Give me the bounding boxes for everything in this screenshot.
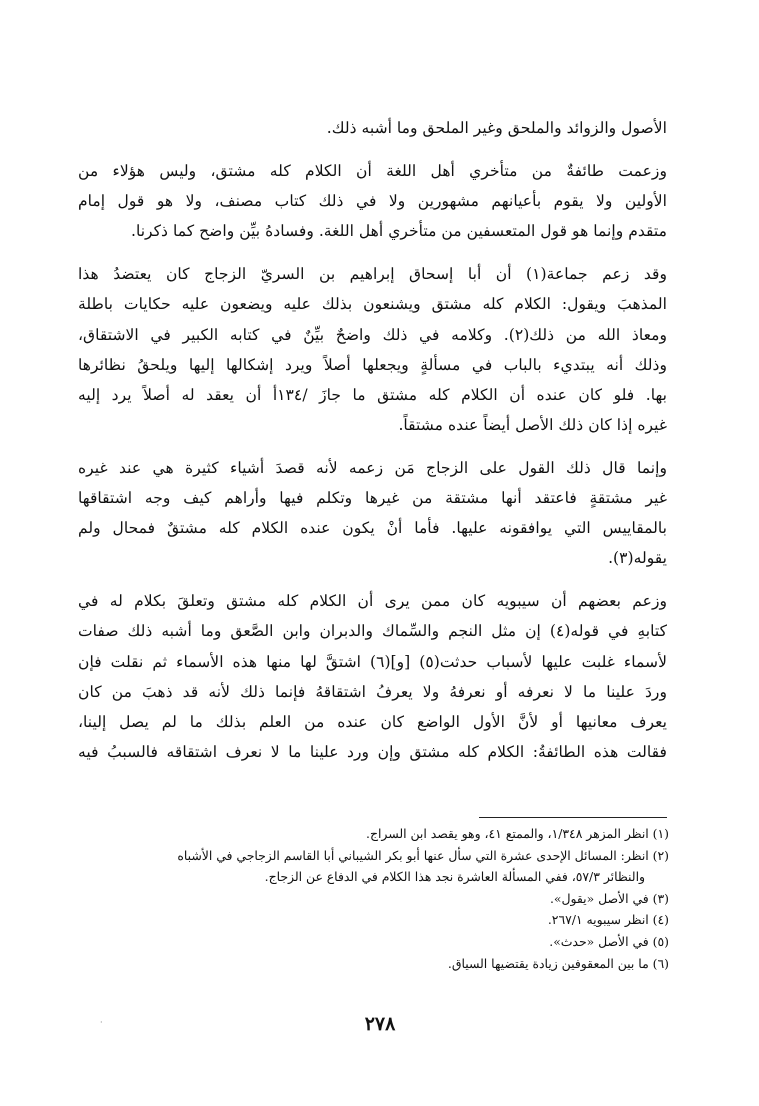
footnote: (٣) في الأصل «يقول». xyxy=(549,890,669,906)
page-number: ٢٧٨ xyxy=(364,1013,396,1035)
text-line: غير مشتقةٍ فاعتقد أنها مشتقة من غيرها وتكلم فيها وأراهم كيف وجه اشتقاقها xyxy=(78,489,667,508)
paragraph-gap xyxy=(78,573,667,586)
scan-speck: · xyxy=(100,1018,103,1027)
text-line: بالمقاييس التي يوافقونه عليها. فأما أنْ يكون عنده الكلام كله مشتقٌ فمحال ولم xyxy=(78,519,667,538)
footnote: (١) انظر المزهر ١/٣٤٨، والممتع ٤١، وهو يقصد ابن السراج. xyxy=(366,826,669,841)
text-line: وقد زعم جماعة(١) أن أبا إسحاق إبراهيم بن السريّ الزجاج كان يعتضدُ هذا xyxy=(78,265,667,284)
paragraph-gap xyxy=(78,246,667,259)
footnote: (٦) ما بين المعقوفين زيادة يقتضيها السياق. xyxy=(447,955,669,971)
footnote: (٤) انظر سيبويه ٢٦٧/١. xyxy=(547,912,669,928)
text-line: ومعاذ الله من ذلك(٢). وكلامه في ذلك واضحٌ بيِّنٌ في كتابه الكبير في الاشتقاق، xyxy=(78,325,667,344)
text-line: وذلك أنه يبتديء بالباب في مسألةٍ ويجعلها أصلاً ويرد إشكالها إليها ويلحقُ نظائرها xyxy=(78,355,667,374)
text-line: وزعمت طائفةٌ من متأخري أهل اللغة أن الكلام كله مشتق، وليس هؤلاء من xyxy=(78,162,667,181)
text-line: متقدم وإنما هو قول المتعسفين من متأخري أهل اللغة. وفسادهُ بيِّن واضح كما ذكرنا. xyxy=(130,222,667,241)
footnote: (٥) في الأصل «حدث». xyxy=(549,933,669,949)
text-line: كتابهِ في قوله(٤) إن مثل النجم والسِّماك والدبران وابن الصَّعق وما أشبه ذلك صفات xyxy=(78,622,667,641)
footnote: (٢) انظر: المسائل الإحدى عشرة التي سأل عنها أبو بكر الشيباني أبا القاسم الزجاجي في الأشباه xyxy=(177,847,669,863)
text-line: وزعم بعضهم أن سيبويه كان ممن يرى أن الكلام كله مشتق وتعلقَ بكلام له في xyxy=(78,592,667,611)
text-line: يعرف معانيها أو لأنَّ الأول الواضع كان عنده من العلم بذلك ما لم يصل إلينا، xyxy=(78,712,667,731)
text-line: الأصول والزوائد والملحق وغير الملحق وما أشبه ذلك. xyxy=(326,119,667,137)
footnotes xyxy=(78,823,669,974)
text-line: يقوله(٣). xyxy=(608,549,667,568)
footnote-separator xyxy=(479,817,667,818)
text-line: وإنما قال ذلك القول على الزجاج مَن زعمه لأنه قصدَ أشياء كثيرة هي عند غيره xyxy=(78,458,667,477)
paragraph-gap xyxy=(78,440,667,453)
text-line: فقالت هذه الطائفةُ: الكلام كله مشتق وإن ورد علينا ما لا نعرف اشتقاقه فالسببُ فيه xyxy=(78,742,667,761)
footnote-continuation: والنظائر ٥٧/٣، ففي المسألة العاشرة نجد هذا الكلام في الدفاع عن الزجاج. xyxy=(264,869,645,885)
text-line: غيره إذا كان ذلك الأصل أيضاً عنده مشتقاً. xyxy=(398,415,667,434)
text-line: المذهبَ ويقول: الكلام كله مشتق ويشنعون بذلك عليه ويضعون عليه حكايات باطلة xyxy=(78,295,667,314)
paragraph-gap xyxy=(78,143,667,156)
text-line: الأولين ولا يقوم بأعيانهم مشهورين ولا في ذلك كتاب مصنف، ولا هو قول إمام xyxy=(78,192,667,211)
text-line: لأسماء غلبت عليها لأسباب حدثت(٥) [و](٦) اشتقَّ لها منها هذه الأسماء ثم نقلت فإن xyxy=(78,652,667,671)
main-text xyxy=(78,113,667,767)
text-line: وردَ علينا ما لا نعرفه أو نعرفهُ ولا يعرفُ اشتقاقهُ فإنما ذلك لأنه قد ذهبَ من كان xyxy=(78,682,667,701)
text-line: بها. فلو كان عنده أن الكلام كله مشتق ما جازَ /١٣٤أ أن يعقد له أصلاً يرد إليه xyxy=(78,385,667,404)
